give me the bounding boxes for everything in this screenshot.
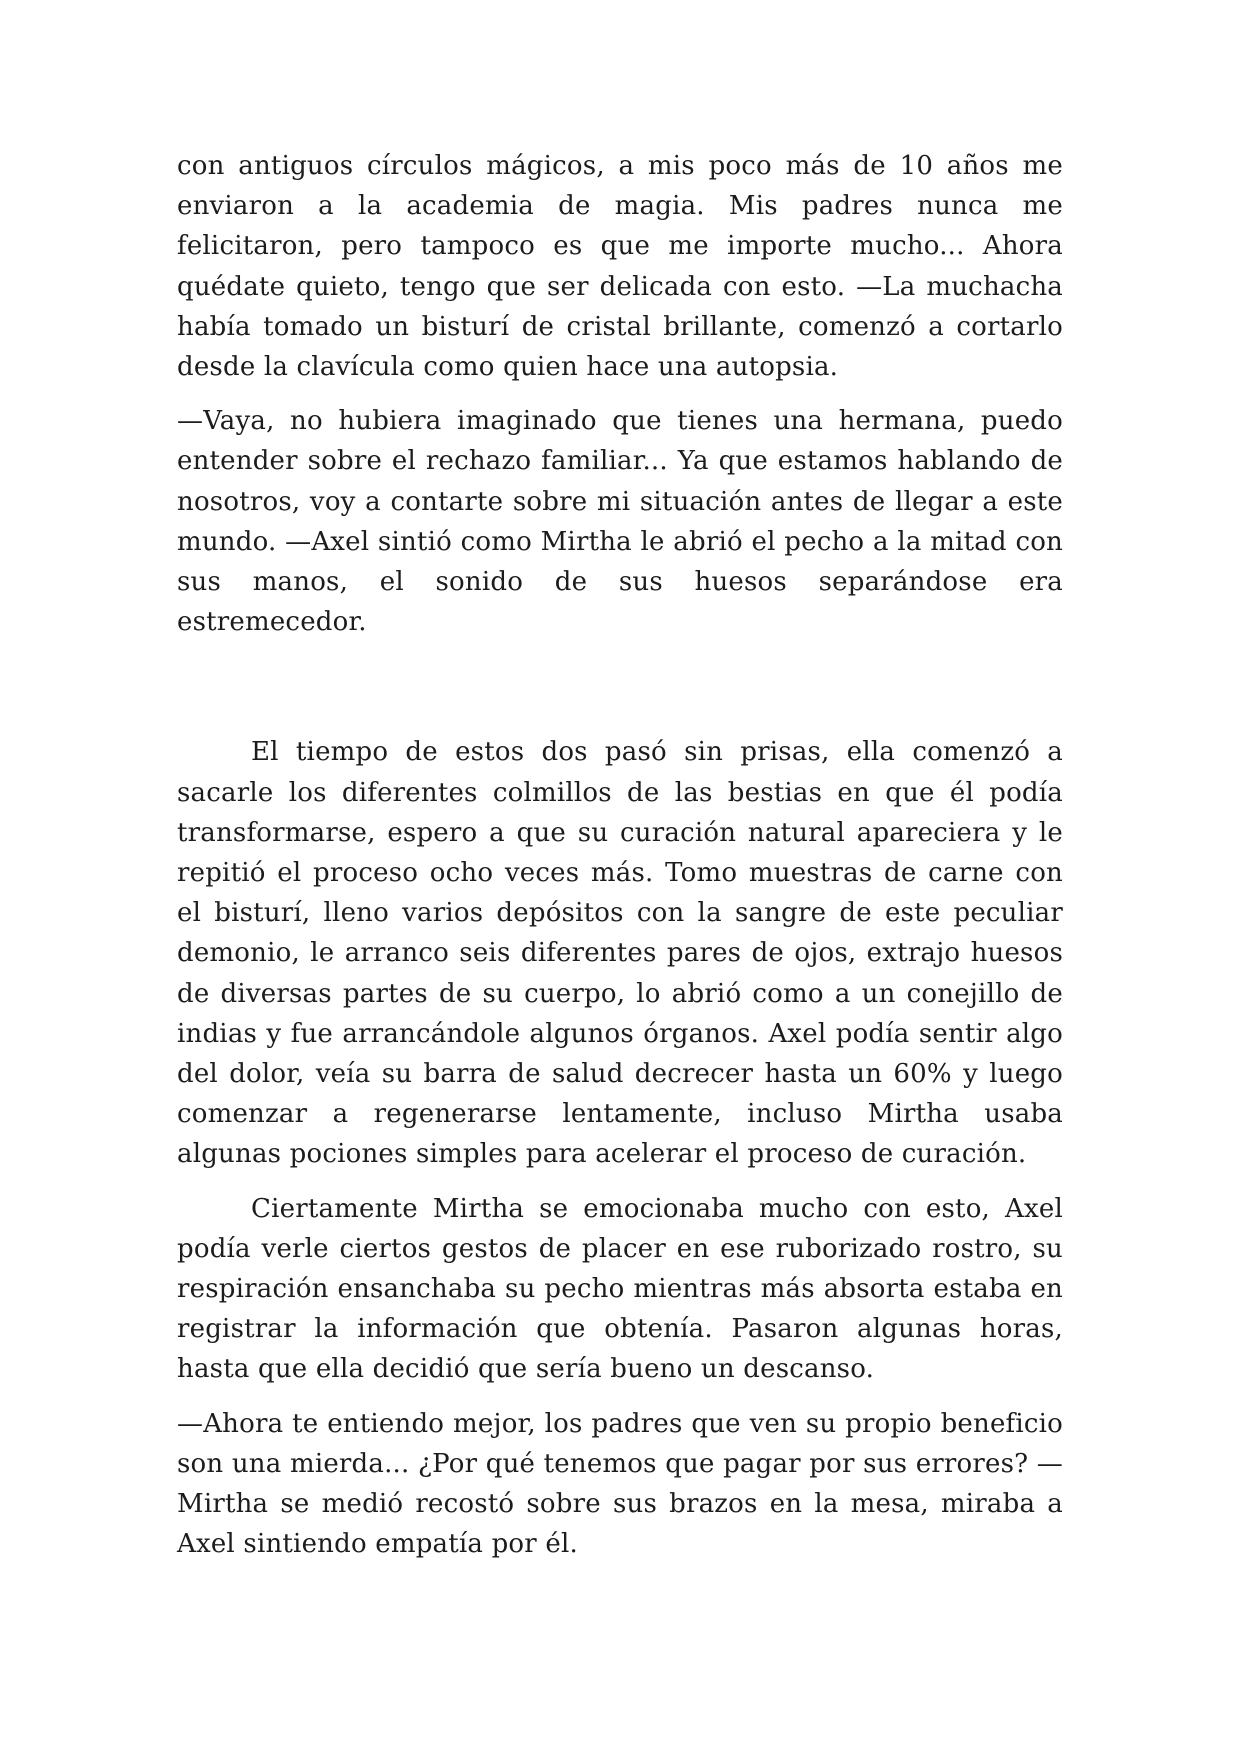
paragraph-1: con antiguos círculos mágicos, a mis poco más de 10 años me enviaron a la academia de magia. Mis padres nunca me felicitaron, pero tampoco es que me importe mucho... Ahora quédate quieto, tengo que ser delicada con esto. —La muchacha había tomado un bisturí de cristal brillante, comenzó a cortarlo desde la clavícula como quien hace una autopsia. <box>177 151 1063 383</box>
paragraph-5: —Ahora te entiendo mejor, los padres que ven su propio beneficio son una mierda... ¿Por qué tenemos que pagar por sus errores? —Mirtha se medió recostó sobre sus brazos en la mesa, miraba a Axel sintiendo empatía por él. <box>177 1408 1063 1560</box>
paragraph-3: El tiempo de estos dos pasó sin prisas, ella comenzó a sacarle los diferentes colmillos de las bestias en que él podía transformarse, espero a que su curación natural apareciera y le repitió el proceso ocho veces más. Tomo muestras de carne con el bisturí, lleno varios depósitos con la sangre de este peculiar demonio, le arranco seis diferentes pares de ojos, extrajo huesos de diversas partes de su cuerpo, lo abrió como a un conejillo de indias y fue arrancándole algunos órganos. Axel podía sentir algo del dolor, veía su barra de salud decrecer hasta un 60% y luego comenzar a regenerarse lentamente, incluso Mirtha usaba algunas pociones simples para acelerar el proceso de curación. <box>177 737 1063 1170</box>
page-body <box>177 146 1063 1565</box>
paragraph-2: —Vaya, no hubiera imaginado que tienes una hermana, puedo entender sobre el rechazo familiar... Ya que estamos hablando de nosotros, voy a contarte sobre mi situación antes de llegar a este mundo. —Axel sintió como Mirtha le abrió el pecho a la mitad con sus manos, el sonido de sus huesos separándose era estremecedor. <box>177 406 1063 638</box>
paragraph-4: Ciertamente Mirtha se emocionaba mucho con esto, Axel podía verle ciertos gestos de placer en ese ruborizado rostro, su respiración ensanchaba su pecho mientras más absorta estaba en registrar la información que obtenía. Pasaron algunas horas, hasta que ella decidió que sería bueno un descanso. <box>177 1193 1063 1385</box>
